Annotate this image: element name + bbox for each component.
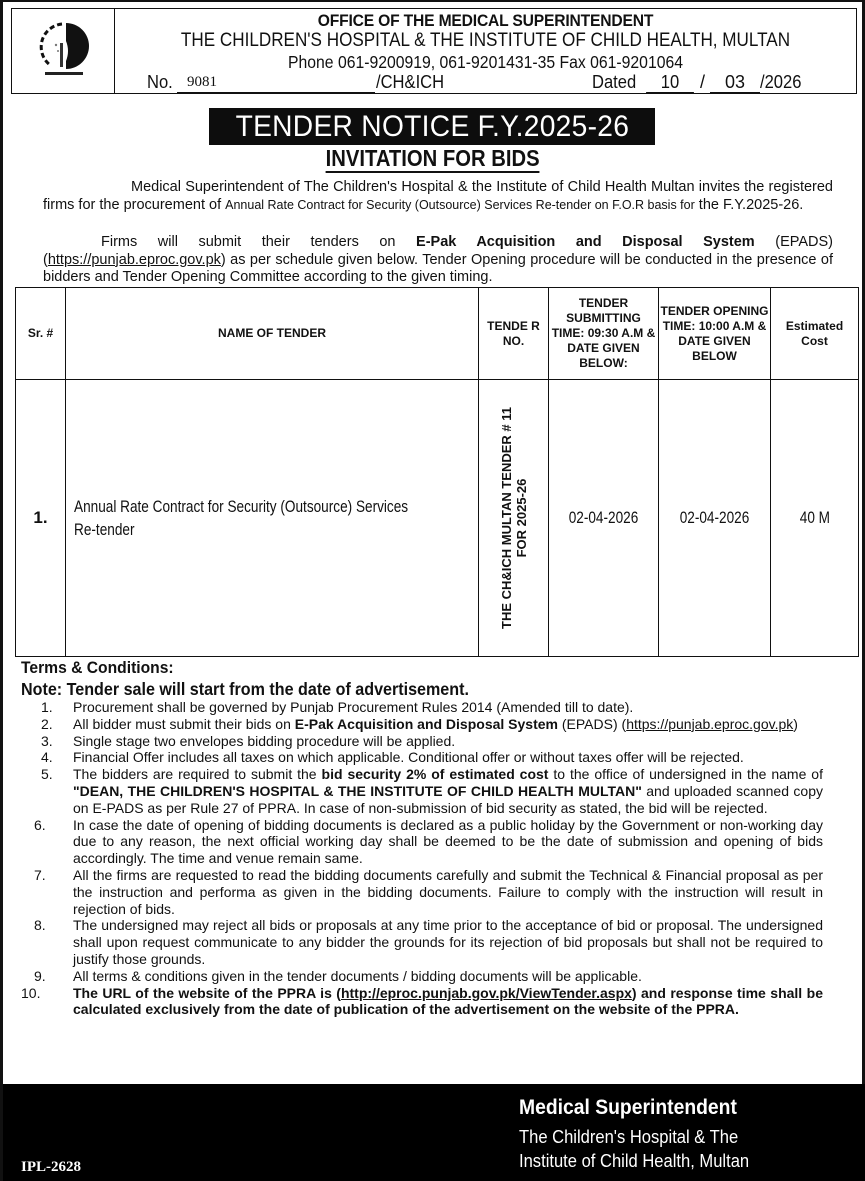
office-title: OFFICE OF THE MEDICAL SUPERINTENDENT <box>317 11 654 30</box>
reference-number: 9081 <box>177 74 375 93</box>
terms-heading-text: Terms & Conditions: <box>21 658 174 677</box>
ppra-link[interactable]: http://eproc.punjab.gov.pk/ViewTender.aspx <box>340 984 632 1001</box>
tender-no-line2: FOR 2025-26 <box>513 478 529 558</box>
reference-suffix: /CH&ICH <box>376 72 445 92</box>
term-text: (EPADS) ( <box>557 715 627 732</box>
dated-label: Dated <box>592 72 637 92</box>
terms-list <box>21 699 823 1018</box>
epads-link[interactable]: https://punjab.eproc.gov.pk <box>626 715 794 732</box>
epads-name: E-Pak Acquisition and Disposal System <box>416 234 755 250</box>
emblem-caption <box>45 72 83 75</box>
term-text: In case the date of opening of bidding documents is declared as a public holiday by the Government or non-working day due to any reason, the next official working day shall be deemed to be the date of submission and opening of bids accordingly. The time and venue remain same. <box>73 816 823 867</box>
tender-no-line1: THE CH&ICH MULTAN TENDER # 11 <box>498 407 514 629</box>
term-item <box>21 867 823 917</box>
institution-name: THE CHILDREN'S HOSPITAL & THE INSTITUTE OF CHILD HEALTH, MULTAN <box>180 30 791 51</box>
term-text: ) <box>793 715 798 732</box>
intro-paragraph-1 <box>43 179 833 214</box>
no-label: No. <box>147 72 173 92</box>
term-number: 1. <box>41 699 53 715</box>
col-submitting: TENDER SUBMITTING TIME: 09:30 A.M & DATE GIVEN BELOW: <box>549 288 659 380</box>
row-tender-no <box>479 380 549 657</box>
opening-date: 02-04-2026 <box>679 508 750 527</box>
intro-text: Firms will submit their tenders on <box>101 234 417 250</box>
intro-text: the F.Y.2025-26. <box>694 196 804 213</box>
sale-note-text: Note: Tender sale will start from the date of advertisement. <box>21 679 469 699</box>
col-opening: TENDER OPENING TIME: 10:00 A.M & DATE GIVEN BELOW <box>659 288 771 380</box>
term-text: Financial Offer includes all taxes on which applicable. Conditional offer or without taxes offer will be rejected. <box>73 749 744 766</box>
date-year: /2026 <box>760 72 802 92</box>
tender-schedule-table <box>15 287 859 657</box>
term-number: 6. <box>34 816 46 833</box>
term-item <box>21 716 823 733</box>
epads-link[interactable]: https://punjab.eproc.gov.pk <box>47 251 221 268</box>
contact-numbers: Phone 061-9200919, 061-9201431-35 Fax 061-9201064 <box>288 52 683 72</box>
epads-name: E-Pak Acquisition and Disposal System <box>294 715 558 732</box>
table-header-row <box>16 288 859 380</box>
payee-name: "DEAN, THE CHILDREN'S HOSPITAL & THE INSTITUTE OF CHILD HEALTH MULTAN" <box>73 782 642 799</box>
row-submitting-date <box>549 380 659 657</box>
ipl-code: IPL-2628 <box>21 1159 81 1175</box>
term-text: Procurement shall be governed by Punjab Procurement Rules 2014 (Amended till to date). <box>73 699 634 715</box>
term-text: ) and response time shall be calculated exclusively from the date of publication of the advertisement on the website of the PPRA. <box>73 984 823 1018</box>
term-item <box>21 817 823 867</box>
term-item <box>21 733 823 750</box>
term-number: 7. <box>34 866 46 883</box>
tender-name-line1: Annual Rate Contract for Security (Outsource) Services <box>74 497 409 516</box>
invitation-heading <box>3 145 862 173</box>
col-name: NAME OF TENDER <box>66 288 479 380</box>
term-item <box>21 766 823 816</box>
term-item <box>21 749 823 766</box>
row-tender-name <box>66 380 479 657</box>
row-cost <box>771 380 859 657</box>
term-number: 8. <box>34 917 46 934</box>
row-opening-date <box>659 380 771 657</box>
term-text: The URL of the website of the PPRA is ( <box>73 984 341 1001</box>
signatory-line-2 <box>519 1127 757 1148</box>
term-text: All terms & conditions given in the tender documents / bidding documents will be applicable. <box>73 967 642 984</box>
submitting-date: 02-04-2026 <box>568 508 639 527</box>
term-item <box>21 699 823 716</box>
intro-paragraph-2 <box>43 234 833 287</box>
row-sr: 1. <box>16 380 66 657</box>
intro-text: (EPADS) ( <box>43 234 833 268</box>
estimated-cost: 40 M <box>799 508 830 527</box>
term-number: 10. <box>21 984 41 1001</box>
signatory-line-2-text: The Children's Hospital & The <box>519 1127 739 1147</box>
signatory-title-text: Medical Superintendent <box>519 1096 737 1119</box>
tender-notice-banner <box>209 108 655 145</box>
col-sr: Sr. # <box>16 288 66 380</box>
term-text: to the office of undersigned in the name of <box>548 766 823 783</box>
reference-line <box>147 72 836 94</box>
logo-cell <box>12 9 115 93</box>
term-text: The undersigned may reject all bids or proposals at any time prior to the acceptance of bid or proposal. The undersigned shall upon request communicate to any bidder the grounds for its rejection of bid proposals but shall not be required to justify those grounds. <box>73 917 823 967</box>
term-text: All the firms are requested to read the bidding documents carefully and submit the Technical & Financial proposal as per the instruction and performa as given in the bidding documents. Failure to comply with the instruction will result in rejection of bids. <box>73 866 823 917</box>
banner-title: TENDER NOTICE F.Y.2025-26 <box>235 110 629 143</box>
term-text: Single stage two envelopes bidding procedure will be applied. <box>73 732 456 749</box>
table-row <box>16 380 859 657</box>
sale-note <box>21 679 508 700</box>
term-number: 2. <box>41 715 53 732</box>
term-number: 5. <box>41 766 53 783</box>
procurement-subject: Annual Rate Contract for Security (Outsource) Services Re-tender on F.O.R basis for <box>225 197 695 212</box>
terms-heading <box>21 658 187 678</box>
term-number: 9. <box>34 967 46 984</box>
tender-name-line2: Re-tender <box>74 520 135 539</box>
term-text: and uploaded scanned copy on E-PADS as per Rule 27 of PPRA. In case of non-submission of bid security as stated, the bid will be rejected. <box>73 782 823 816</box>
date-month: 03 <box>710 72 760 93</box>
intro-text: Medical Superintendent of The Children's Hospital & the Institute of Child Health Multan invites the registered firms for the procurement of <box>43 179 833 213</box>
col-cost: Estimated Cost <box>771 288 859 380</box>
hospital-emblem-icon <box>36 21 92 71</box>
intro-text: ) as per schedule given below. Tender Opening procedure will be conducted in the presence of bidders and Tender Opening Committee according to the given timing. <box>43 251 833 285</box>
signatory-title <box>519 1096 756 1120</box>
term-number: 4. <box>41 749 53 766</box>
date-separator: / <box>700 72 706 92</box>
col-tender-no: TENDE R NO. <box>479 288 549 380</box>
term-item <box>21 917 823 967</box>
term-text: All bidder must submit their bids on <box>73 715 295 732</box>
term-item <box>21 968 823 985</box>
signatory-line-3 <box>519 1151 769 1172</box>
invitation-title: INVITATION FOR BIDS <box>325 145 540 171</box>
term-text: The bidders are required to submit the <box>73 766 322 783</box>
signatory-line-3-text: Institute of Child Health, Multan <box>519 1151 750 1171</box>
term-item <box>21 985 823 1019</box>
date-day: 10 <box>646 72 694 93</box>
term-number: 3. <box>41 732 53 749</box>
letterhead <box>11 8 857 94</box>
signature-footer <box>3 1084 865 1181</box>
bid-security-text: bid security 2% of estimated cost <box>321 766 549 783</box>
